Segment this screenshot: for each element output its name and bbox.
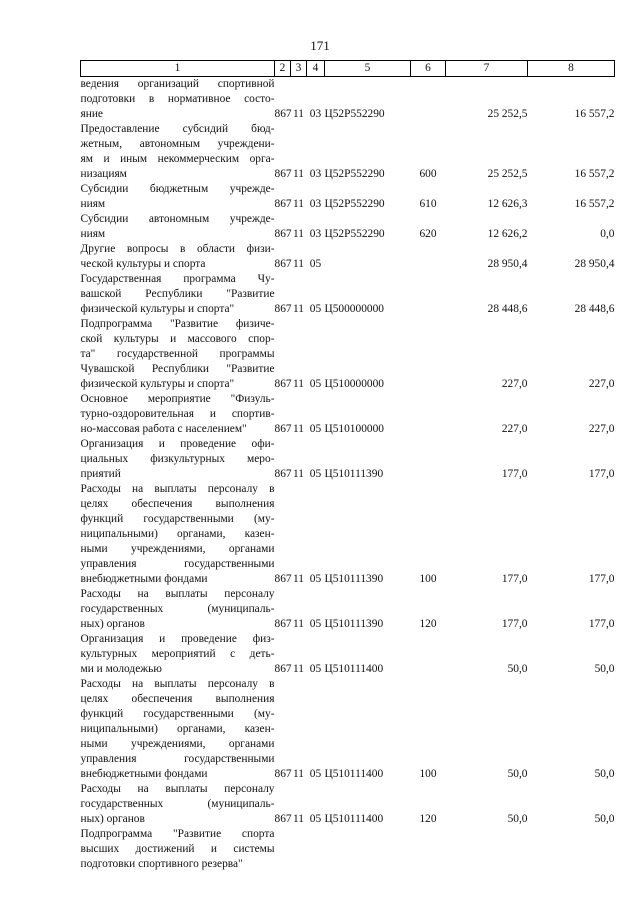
code-section-cell: 11 — [293, 618, 304, 630]
table-row — [81, 587, 615, 632]
description-line: Расходы на выплаты персоналу в — [80, 483, 275, 495]
amount-year1-cell: 177,0 — [501, 618, 528, 630]
description-line: Расходы на выплаты персоналу — [80, 783, 275, 795]
table-row — [81, 77, 615, 123]
row-description — [81, 122, 275, 182]
header-row — [81, 61, 615, 77]
code-admin-cell: 867 — [274, 813, 292, 825]
expense-type-cell: 100 — [419, 768, 437, 780]
amount-year2-cell: 16 557,2 — [574, 108, 615, 120]
description-line: Организация и проведение офи- — [80, 438, 275, 450]
description-line: Субсидии автономным учрежде- — [80, 213, 275, 225]
budget-table — [80, 60, 615, 872]
code-subsection-cell: 05 — [309, 468, 322, 480]
code-section-cell: 11 — [293, 378, 304, 390]
expense-type-cell — [411, 827, 446, 872]
code-subsection-cell: 03 — [309, 108, 322, 120]
description-line: ниципальными) органами, казен- — [80, 528, 275, 540]
header-cell-5: 5 — [325, 61, 411, 77]
expense-type-cell: 600 — [419, 168, 437, 180]
description-line: ниципальными) органами, казен- — [80, 723, 275, 735]
table-row — [81, 392, 615, 437]
code-section-cell: 11 — [293, 813, 304, 825]
table-header — [81, 61, 615, 77]
target-article-cell: Ц52Р552290 — [324, 228, 385, 240]
description-line: внебюджетными фондами — [80, 573, 208, 585]
table-row — [81, 212, 615, 242]
row-description — [81, 272, 275, 317]
expense-type-cell — [411, 77, 446, 123]
amount-year2-cell: 16 557,2 — [574, 168, 615, 180]
table-row — [81, 677, 615, 782]
row-description — [81, 182, 275, 212]
header-cell-3: 3 — [291, 61, 307, 77]
amount-year1-cell: 25 252,5 — [487, 168, 528, 180]
header-cell-7: 7 — [446, 61, 528, 77]
description-line: Расходы на выплаты персоналу — [80, 588, 275, 600]
target-article-cell: Ц510111390 — [324, 573, 384, 585]
amount-year1-cell: 50,0 — [507, 663, 528, 675]
amount-year1-cell: 50,0 — [507, 813, 528, 825]
row-description — [81, 212, 275, 242]
description-line: ми и молодежью — [80, 663, 162, 675]
table-row — [81, 272, 615, 317]
header-cell-8: 8 — [528, 61, 615, 77]
description-line: высших достижений и системы — [80, 843, 275, 855]
description-line: Чувашской Республики "Развитие — [80, 363, 275, 375]
description-line: ниям — [80, 198, 106, 210]
code-subsection-cell: 05 — [309, 573, 322, 585]
amount-year2-cell: 16 557,2 — [574, 198, 615, 210]
description-line: подготовки спортивного резерва" — [80, 858, 243, 870]
expense-type-cell — [411, 437, 446, 482]
expense-type-cell: 620 — [419, 228, 437, 240]
code-admin-cell — [275, 827, 291, 872]
description-line: турно-оздоровительная и спортив- — [80, 408, 275, 420]
description-line: яние — [80, 108, 103, 120]
description-line: Субсидии бюджетным учрежде- — [80, 183, 275, 195]
amount-year2-cell: 28 448,6 — [574, 303, 615, 315]
code-admin-cell: 867 — [274, 303, 292, 315]
code-subsection-cell: 05 — [309, 618, 322, 630]
code-section-cell: 11 — [293, 228, 304, 240]
code-subsection-cell: 05 — [309, 663, 322, 675]
description-line: государственных (муниципаль- — [80, 798, 275, 810]
amount-year1-cell: 227,0 — [501, 423, 528, 435]
code-admin-cell: 867 — [274, 228, 292, 240]
table-body — [81, 77, 615, 873]
amount-year1-cell: 177,0 — [501, 468, 528, 480]
amount-year1-cell: 25 252,5 — [487, 108, 528, 120]
amount-year1-cell: 12 626,2 — [487, 228, 528, 240]
description-line: Подпрограмма "Развитие спорта — [80, 828, 275, 840]
description-line: Организация и проведение физ- — [80, 633, 275, 645]
header-cell-4: 4 — [307, 61, 325, 77]
code-admin-cell: 867 — [274, 258, 292, 270]
expense-type-cell: 610 — [419, 198, 437, 210]
description-line: низациям — [80, 168, 127, 180]
description-line: ведения организаций спортивной — [80, 78, 275, 90]
expense-type-cell: 100 — [419, 573, 437, 585]
description-line: функций государственными (му- — [80, 708, 275, 720]
amount-year2-cell — [528, 827, 615, 872]
code-subsection-cell: 05 — [309, 303, 322, 315]
code-admin-cell: 867 — [274, 423, 292, 435]
description-line: Расходы на выплаты персоналу в — [80, 678, 275, 690]
expense-type-cell: 120 — [419, 813, 437, 825]
description-line: ными учреждениями, органами — [80, 738, 275, 750]
amount-year1-cell: 28 448,6 — [487, 303, 528, 315]
description-line: ных) органов — [80, 618, 145, 630]
target-article-cell: Ц52Р552290 — [324, 198, 385, 210]
target-article-cell: Ц510111400 — [324, 768, 384, 780]
code-admin-cell: 867 — [274, 573, 292, 585]
description-line: ниям — [80, 228, 106, 240]
table-row — [81, 122, 615, 182]
code-subsection-cell: 03 — [309, 228, 322, 240]
code-admin-cell: 867 — [274, 663, 292, 675]
amount-year1-cell — [446, 827, 528, 872]
code-admin-cell: 867 — [274, 468, 292, 480]
code-subsection-cell: 05 — [309, 423, 322, 435]
description-line: управления государственными — [80, 753, 275, 765]
code-admin-cell: 867 — [274, 198, 292, 210]
amount-year2-cell: 227,0 — [588, 423, 615, 435]
amount-year2-cell: 50,0 — [594, 663, 615, 675]
table-row — [81, 242, 615, 272]
description-line: функций государственными (му- — [80, 513, 275, 525]
row-description — [81, 242, 275, 272]
amount-year2-cell: 227,0 — [588, 378, 615, 390]
description-line: государственных (муниципаль- — [80, 603, 275, 615]
target-article-cell: Ц52Р552290 — [324, 108, 385, 120]
code-subsection-cell: 03 — [309, 168, 322, 180]
code-section-cell — [291, 827, 307, 872]
row-description — [81, 677, 275, 782]
amount-year1-cell: 227,0 — [501, 378, 528, 390]
description-line: Государственная программа Чу- — [80, 273, 275, 285]
page-number: 171 — [310, 38, 330, 53]
description-line: ных) органов — [80, 813, 145, 825]
code-section-cell: 11 — [293, 258, 304, 270]
code-admin-cell: 867 — [274, 108, 292, 120]
code-admin-cell: 867 — [274, 378, 292, 390]
code-subsection-cell: 03 — [309, 198, 322, 210]
description-line: Предоставление субсидий бюд- — [80, 123, 275, 135]
row-description — [81, 392, 275, 437]
table-row — [81, 632, 615, 677]
header-cell-2: 2 — [275, 61, 291, 77]
header-cell-6: 6 — [411, 61, 446, 77]
code-section-cell: 11 — [293, 768, 304, 780]
table-row — [81, 482, 615, 587]
row-description — [81, 77, 275, 123]
expense-type-cell — [411, 392, 446, 437]
amount-year2-cell: 177,0 — [588, 618, 615, 630]
row-description — [81, 632, 275, 677]
code-section-cell: 11 — [293, 423, 304, 435]
description-line: управления государственными — [80, 558, 275, 570]
row-description — [81, 317, 275, 392]
code-admin-cell: 867 — [274, 168, 292, 180]
target-article-cell — [325, 242, 411, 272]
description-line: ской культуры и массового спор- — [80, 333, 275, 345]
code-subsection-cell: 05 — [309, 768, 322, 780]
description-line: подготовки в нормативное состо- — [80, 93, 275, 105]
description-line: вашской Республики "Развитие — [80, 288, 275, 300]
target-article-cell: Ц500000000 — [324, 303, 384, 315]
amount-year2-cell: 177,0 — [588, 573, 615, 585]
description-line: ям и иным некоммерческим орга- — [80, 153, 275, 165]
description-line: жетным, автономным учреждени- — [80, 138, 275, 150]
target-article-cell: Ц510000000 — [324, 378, 384, 390]
description-line: Другие вопросы в области физи- — [80, 243, 275, 255]
row-description — [81, 482, 275, 587]
description-line: физической культуры и спорта" — [80, 378, 235, 390]
amount-year2-cell: 28 950,4 — [574, 258, 615, 270]
table-row — [81, 317, 615, 392]
code-subsection-cell — [307, 827, 325, 872]
amount-year2-cell: 0,0 — [600, 228, 615, 240]
expense-type-cell — [411, 317, 446, 392]
code-subsection-cell: 05 — [309, 378, 322, 390]
code-section-cell: 11 — [293, 198, 304, 210]
row-description — [81, 827, 275, 872]
code-section-cell: 11 — [293, 108, 304, 120]
target-article-cell: Ц510111390 — [324, 468, 384, 480]
code-section-cell: 11 — [293, 468, 304, 480]
description-line: целях обеспечения выполнения — [80, 498, 275, 510]
description-line: ными учреждениями, органами — [80, 543, 275, 555]
code-section-cell: 11 — [293, 663, 304, 675]
description-line: физической культуры и спорта" — [80, 303, 235, 315]
amount-year1-cell: 177,0 — [501, 573, 528, 585]
amount-year1-cell: 12 626,3 — [487, 198, 528, 210]
expense-type-cell — [411, 242, 446, 272]
description-line: Основное мероприятие "Физуль- — [80, 393, 275, 405]
description-line: та" государственной программы — [80, 348, 275, 360]
amount-year1-cell: 28 950,4 — [487, 258, 528, 270]
code-admin-cell: 867 — [274, 768, 292, 780]
target-article-cell: Ц510111390 — [324, 618, 384, 630]
table-row — [81, 182, 615, 212]
code-section-cell: 11 — [293, 573, 304, 585]
table-row — [81, 782, 615, 827]
expense-type-cell — [411, 272, 446, 317]
description-line: приятий — [80, 468, 121, 480]
target-article-cell: Ц52Р552290 — [324, 168, 385, 180]
target-article-cell: Ц510100000 — [324, 423, 384, 435]
description-line: целях обеспечения выполнения — [80, 693, 275, 705]
code-section-cell: 11 — [293, 168, 304, 180]
code-section-cell: 11 — [293, 303, 304, 315]
amount-year2-cell: 177,0 — [588, 468, 615, 480]
target-article-cell: Ц510111400 — [324, 663, 384, 675]
description-line: внебюджетными фондами — [80, 768, 208, 780]
expense-type-cell: 120 — [419, 618, 437, 630]
target-article-cell — [325, 827, 411, 872]
row-description — [81, 782, 275, 827]
expense-type-cell — [411, 632, 446, 677]
target-article-cell: Ц510111400 — [324, 813, 384, 825]
row-description — [81, 587, 275, 632]
header-cell-1: 1 — [81, 61, 275, 77]
row-description — [81, 437, 275, 482]
description-line: Подпрограмма "Развитие физиче- — [80, 318, 275, 330]
code-admin-cell: 867 — [274, 618, 292, 630]
description-line: ческой культуры и спорта — [80, 258, 206, 270]
description-line: но-массовая работа с населением" — [80, 423, 247, 435]
amount-year2-cell: 50,0 — [594, 768, 615, 780]
description-line: культурных мероприятий с деть- — [80, 648, 275, 660]
code-subsection-cell: 05 — [309, 813, 322, 825]
table-row — [81, 827, 615, 872]
table-row — [81, 437, 615, 482]
code-subsection-cell: 05 — [309, 258, 322, 270]
amount-year2-cell: 50,0 — [594, 813, 615, 825]
description-line: циальных физкультурных меро- — [80, 453, 275, 465]
amount-year1-cell: 50,0 — [507, 768, 528, 780]
